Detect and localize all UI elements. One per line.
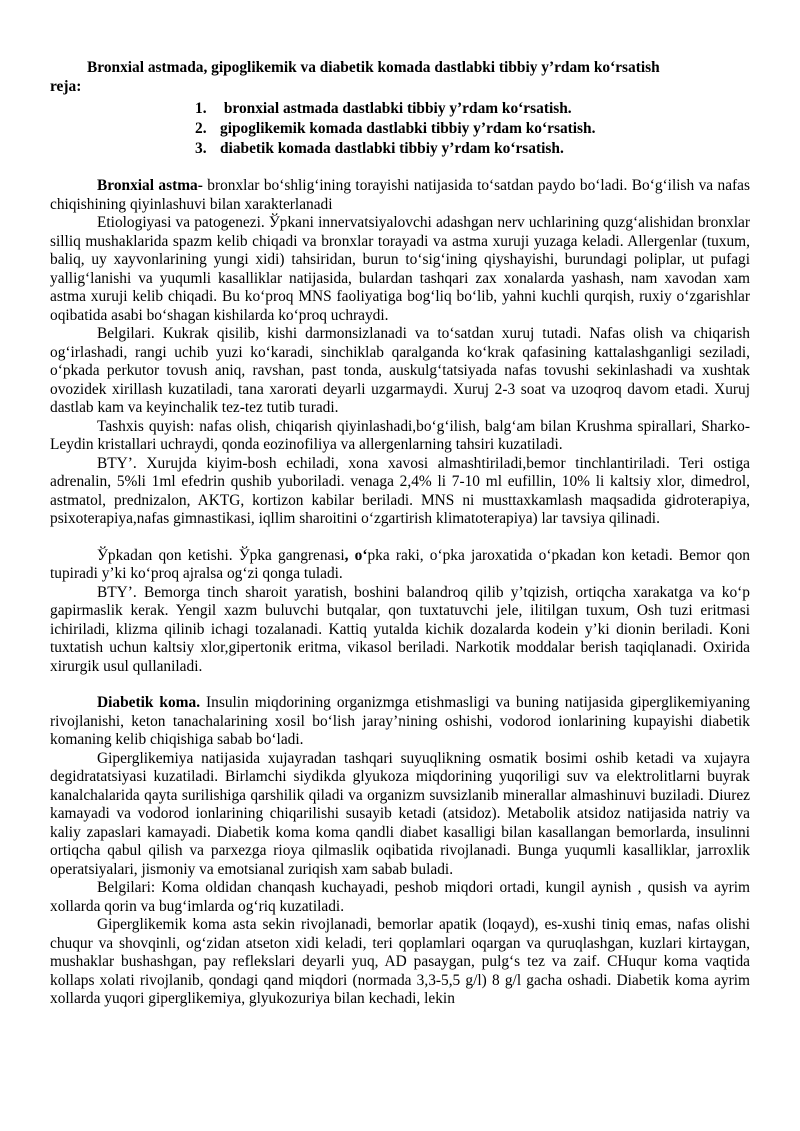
plan-list — [50, 99, 750, 159]
plan-item — [195, 119, 750, 139]
title-line-1: Bronxial astmada, gipoglikemik va diabetik komada dastlabki tibbiy y’rdam ko‘rsatish — [87, 59, 660, 76]
asthma-definition-paragraph — [50, 177, 750, 214]
asthma-term: Bronxial astma- — [97, 177, 203, 194]
plan-item-text: diabetik komada dastlabki tibbiy y’rdam ko‘rsatish. — [220, 140, 564, 157]
asthma-diagnosis-paragraph: Tashxis quyish: nafas olish, chiqarish qiyinlashadi,bo‘g‘ilish, balg‘am bilan Krushma spirallari, Sharko-Leydin kristallari uchraydi, qonda eozinofiliya va allergenlarning tahsiri kuzatiladi. — [50, 417, 750, 453]
bleeding-firstaid-paragraph: BTY’. Bemorga tinch sharoit yaratish, boshini balandroq qilib y’tqizish, ortiqcha xarakatga va ko‘p gapirmaslik kerak. Yengil xazm buluvchi butqalar, qon tuxtatuvchi jele, ilitilgan tuxum, Osh tuzi eritmasi ichiriladi, klizma qilinib ichagi tozalanadi. Kattiq yutalda kichik dozalarda kodein y’ki dionin beriladi. Koni tuxtatish uchun kaltsiy xlor,gipertonik eritma, vikasol beriladi. Narkotik moddalar berish taqiqlanadi. Oxirida xirurgik usul qullaniladi. — [50, 583, 750, 675]
plan-item — [195, 99, 750, 119]
diabetic-definition-paragraph — [50, 694, 750, 750]
bleeding-intro-paragraph — [50, 547, 750, 584]
plan-item-text: bronxial astmada dastlabki tibbiy y’rdam ko‘rsatish. — [220, 100, 572, 117]
diabetic-course-paragraph: Giperglikemik koma asta sekin rivojlanadi, bemorlar apatik (loqayd), es-xushi tiniq emas, nafas olishi chuqur va shovqinli, og‘zidan atseton xidi keladi, teri qoplamlari oqargan va quruqlashgan, kuzlari kirtaygan, mushaklar bushashgan, pay reflekslari deyarli yuq, AD pasaygan, pulg‘s tez va zaif. CHuqur koma vaqtida kollaps xolati rivojlanib, qondagi qand miqdori (normada 3,3-5,5 g/l) 8 g/l gacha oshadi. Diabetik koma ayrim xollarda yuqori giperglikemiya, glyukozuriya bilan kechadi, lekin — [50, 916, 750, 1007]
title-line-2: reja: — [50, 78, 82, 95]
spacer — [50, 676, 750, 694]
spacer — [50, 529, 750, 547]
bleeding-intro-b: , o‘ — [344, 546, 368, 564]
bleeding-intro-a: Ўpkadan qon ketishi. Ўpka gangrenasi — [97, 546, 345, 564]
asthma-signs-paragraph: Belgilari. Kukrak qisilib, kishi darmonsizlanadi va to‘satdan xuruj tutadi. Nafas olish va chiqarish og‘irlashadi, rangi uchib yuzi ko‘karadi, sinchiklab qaralganda ko‘krak qafasining kattalashganligi seziladi, o‘pkada perkutor tovush aniq, ravshan, past tonda, auskulg‘tatsiyada nafas tovushi sekinlashadi va xushtak ovozidek xirillash kuzatiladi, tana xarorati deyarli uzgarmaydi. Xuruj 2-3 soat va uzoqroq davom etadi. Xuruj dastlab kam va keyinchalik tez-tez tutib turadi. — [50, 325, 750, 416]
plan-item — [195, 139, 750, 159]
bleeding-intro-c: pka raki, o‘pka jaroxatida o‘pkadan kon ketadi. Bemor qon tupiradi y’ki ko‘proq ajralsa og‘zi qonga tuladi. — [50, 546, 750, 582]
asthma-firstaid-paragraph: BTY’. Xurujda kiyim-bosh echiladi, xona xavosi almashtiriladi,bemor tinchlantiriladi. Teri ostiga adrenalin, 5%li 1ml efedrin qushib yuboriladi. venaga 2,4% li 7-10 ml eufillin, 10% li kaltsiy xlor, dimedrol, astmatol, prednizalon, AKTG, kortizon kabilar beriladi. MNS ni musttaxkamlash maqsadida gidroterapiya, psixoterapiya,nafas gimnastikasi, iqllim sharoitini o‘zgartirish klimatoterapiya) lar tavsiya qilinadi. — [50, 454, 750, 527]
asthma-definition: bronxlar bo‘shlig‘ining torayishi natijasida to‘satdan paydo bo‘ladi. Bo‘g‘ilish va nafas chiqishining qiyinlashuvi bilan xarakterlanadi — [50, 177, 750, 213]
diabetic-signs-paragraph: Belgilari: Koma oldidan chanqash kuchayadi, peshob miqdori ortadi, kungil aynish , qusish va ayrim xollarda qorin va bug‘imlarda og‘riq kuzatiladi. — [50, 879, 750, 915]
plan-item-number: 3. — [195, 140, 207, 157]
plan-item-number: 1. — [195, 100, 207, 117]
diabetic-term: Diabetik koma. — [97, 694, 201, 711]
diabetic-definition: Insulin miqdorining organizmga etishmasligi va buning natijasida giperglikemiyaning rivojlanishi, keton tanachalarining xosil bo‘lish jaray’nining oshishi, vodorod ionlarining kupayishi diabetik komaning kelib chiqishiga sabab bo‘ladi. — [50, 694, 750, 748]
asthma-etiology-paragraph: Etiologiyasi va patogenezi. Ўpkani innervatsiyalovchi adashgan nerv uchlarining quzg‘alishidan bronxlar silliq mushaklarida spazm kelib chiqadi va bronxlar torayadi va astma xuruji yuzaga keladi. Allergenlar (tuxum, baliq, uy xayvonlarining yungi xidi) tahsiridan, burun to‘sig‘ining qiyshayishi, burundagi poliplar, ut pufagi yallig‘lanishi va yuqumli kasalliklar natijasida, bulardan tashqari zax xonalarda yashash, nam xavodan xam astma xuruji kelib chiqadi. Bu ko‘proq MNS faoliyatiga bog‘liq bo‘lib, yahni kuchli qurqish, ruxiy o‘zgarishlar oqibatida asabi bo‘shagan kishilarda ko‘proq uchraydi. — [50, 214, 750, 324]
spacer — [50, 159, 750, 177]
plan-item-number: 2. — [195, 120, 207, 137]
diabetic-pathogenesis-paragraph: Giperglikemiya natijasida xujayradan tashqari suyuqlikning osmatik bosimi oshib ketadi va xujayra degidratatsiyasi kuzatiladi. Birlamchi siydikda glyukoza miqdorining yuqoriligi suv va elektrolitlarni buyrak kanalchalarida qayta surilishiga qarshilik qiladi va organizm suvsizlanib minerallar almashinuvi buziladi. Diurez kamayadi va vodorod ionlarining chiqarilishi susayib ketadi (atsidoz). Metabolik atsidoz natijasida natriy va kaliy zapaslari kamayadi. Diabetik koma koma qandli diabet kasalligi bilan kasallangan bemorlarda, insulinni ortiqcha qabul qilish va parxezga rioya qilmaslik oqibatida rivojlanadi. Bunga yuqumli kasalliklar, jarroxlik operatsiyalari, jismoniy va emotsianal zuriqish xam sabab buladi. — [50, 749, 750, 878]
document-title — [50, 58, 750, 96]
plan-item-text: gipoglikemik komada dastlabki tibbiy y’rdam ko‘rsatish. — [220, 120, 596, 137]
